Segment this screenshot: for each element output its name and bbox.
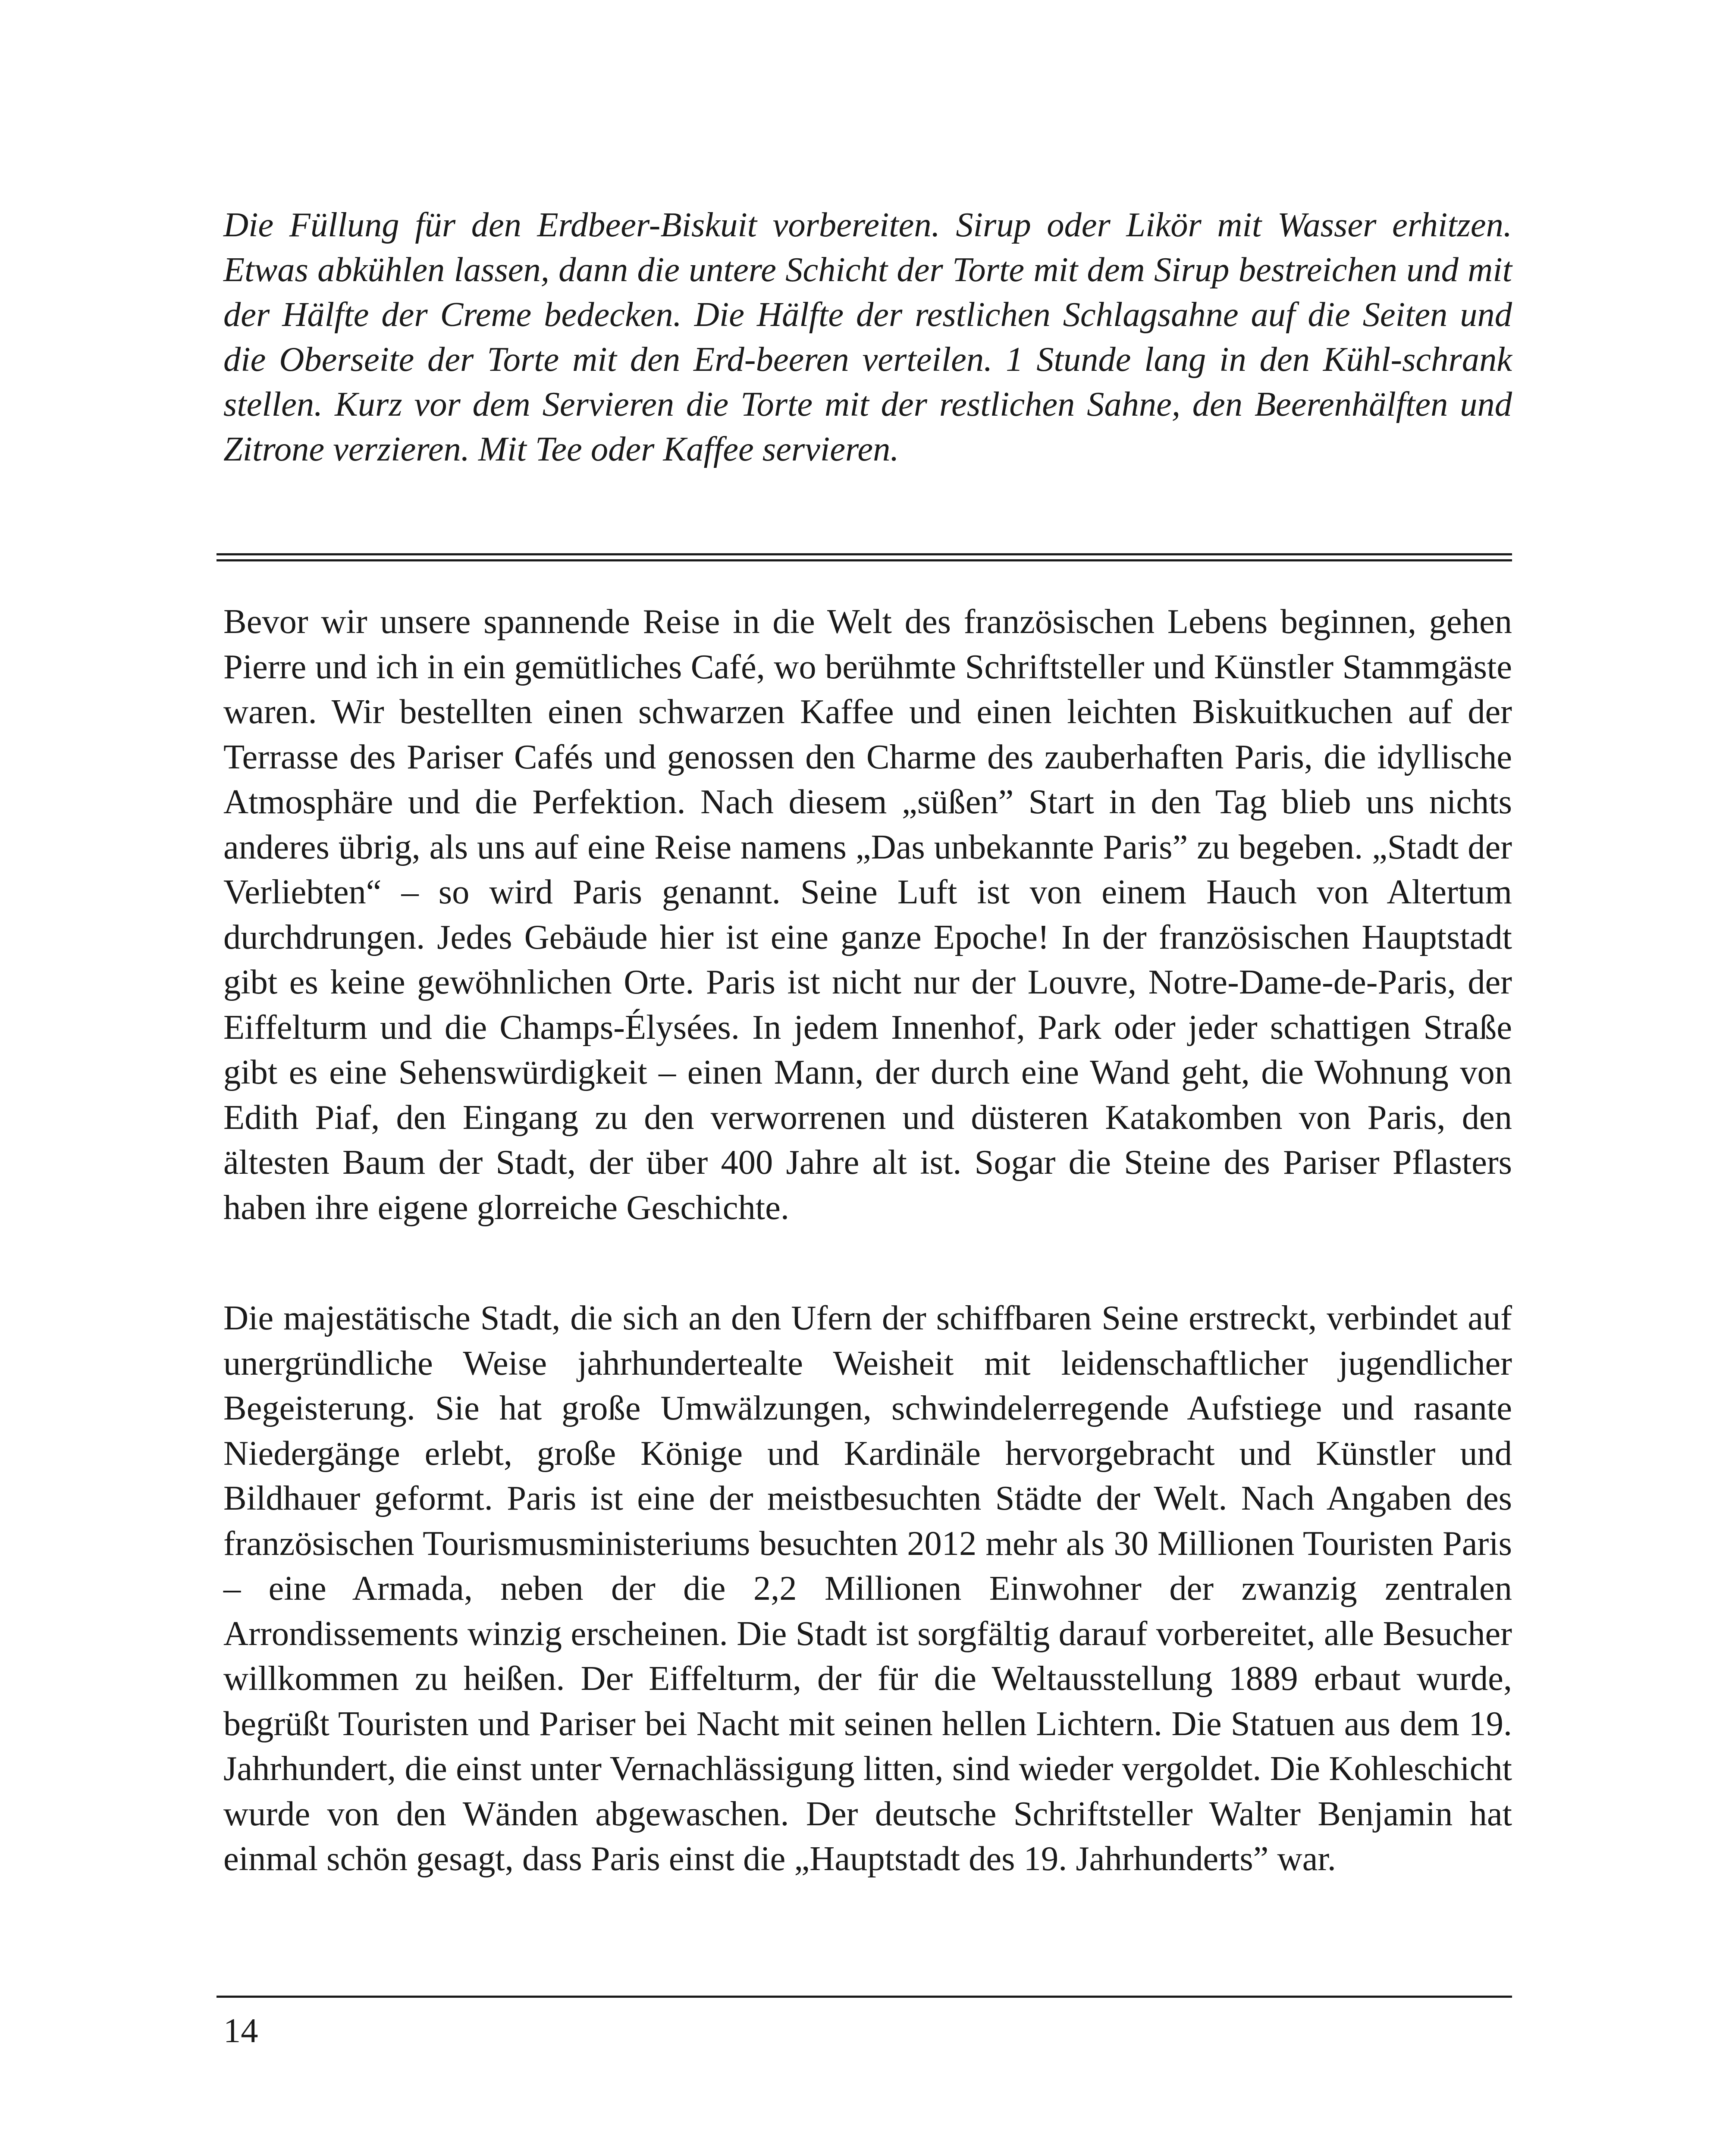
footer-rule	[216, 1996, 1512, 1998]
page-number: 14	[223, 2012, 258, 2050]
body-paragraph: Bevor wir unsere spannende Reise in die Welt des französischen Lebens beginnen, gehen Pierre und ich in ein gemütliches Café, wo berühmte Schriftsteller und Künstler Stammgäste waren. Wir bestellten einen schwarzen Kaffee und einen leichten Biskuitkuchen auf der Terrasse des Pariser Cafés und genossen den Charme des zauberhaften Paris, die idyllische Atmosphäre und die Perfektion. Nach diesem „süßen” Start in den Tag blieb uns nichts anderes übrig, als uns auf eine Reise namens „Das unbekannte Paris” zu begeben. „Stadt der Verliebten“ – so wird Paris genannt. Seine Luft ist von einem Hauch von Altertum durchdrungen. Jedes Gebäude hier ist eine ganze Epoche! In der französischen Hauptstadt gibt es keine gewöhnlichen Orte. Paris ist nicht nur der Louvre, Notre-Dame-de-Paris, der Eiffelturm und die Champs-Élysées. In jedem Innenhof, Park oder jeder schattigen Straße gibt es eine Sehenswürdigkeit – einen Mann, der durch eine Wand geht, die Wohnung von Edith Piaf, den Eingang zu den verworrenen und düsteren Katakomben von Paris, den ältesten Baum der Stadt, der über 400 Jahre alt ist. Sogar die Steine des Pariser Pflasters haben ihre eigene glorreiche Geschichte.	[223, 602, 1512, 1227]
section-divider	[216, 553, 1512, 561]
recipe-instructions: Die Füllung für den Erdbeer-Biskuit vorbereiten. Sirup oder Likör mit Wasser erhitzen. Etwas abkühlen lassen, dann die untere Schicht der Torte mit dem Sirup bestreichen und mit der Hälfte der Creme bedecken. Die Hälfte der restlichen Schlagsahne auf die Seiten und die Oberseite der Torte mit den Erd-beeren verteilen. 1 Stunde lang in den Kühl-schrank stellen. Kurz vor dem Servieren die Torte mit der restlichen Sahne, den Beerenhälften und Zitrone verzieren. Mit Tee oder Kaffee servieren.	[223, 206, 1512, 468]
body-paragraph: Die majestätische Stadt, die sich an den Ufern der schiffbaren Seine erstreckt, verbindet auf unergründliche Weise jahrhundertealte Weisheit mit leidenschaftlicher jugendlicher Begeisterung. Sie hat große Umwälzungen, schwindelerregende Aufstiege und rasante Niedergänge erlebt, große Könige und Kardinäle hervorgebracht und Künstler und Bildhauer geformt. Paris ist eine der meistbesuchten Städte der Welt. Nach Angaben des französischen Tourismusministeriums besuchten 2012 mehr als 30 Millionen Touristen Paris – eine Armada, neben der die 2,2 Millionen Einwohner der zwanzig zentralen Arrondissements winzig erscheinen. Die Stadt ist sorgfältig darauf vorbereitet, alle Besucher willkommen zu heißen. Der Eiffelturm, der für die Weltausstellung 1889 erbaut wurde, begrüßt Touristen und Pariser bei Nacht mit seinen hellen Lichtern. Die Statuen aus dem 19. Jahrhundert, die einst unter Vernachlässigung litten, sind wieder vergoldet. Die Kohleschicht wurde von den Wänden abgewaschen. Der deutsche Schriftsteller Walter Benjamin hat einmal schön gesagt, dass Paris einst die „Hauptstadt des 19. Jahrhunderts” war.	[223, 1299, 1512, 1878]
